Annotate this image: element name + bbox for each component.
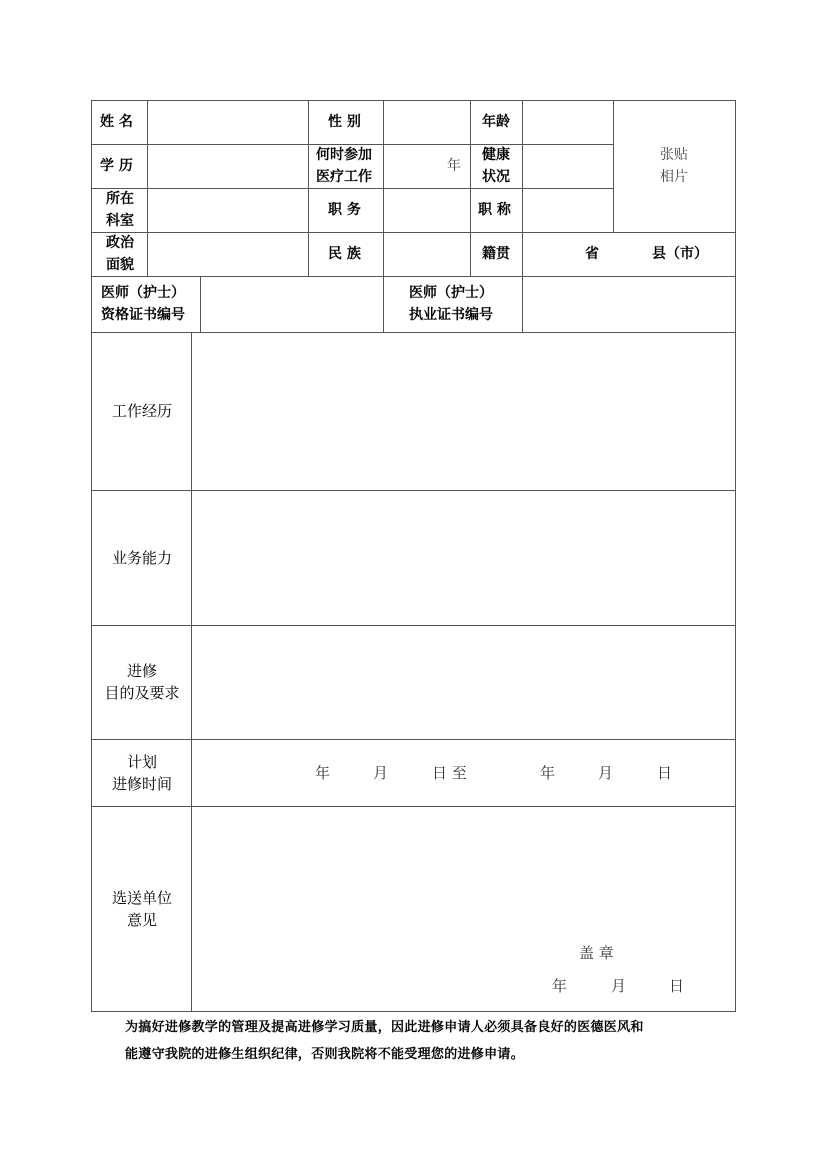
ethnic-field[interactable] bbox=[385, 234, 469, 275]
ability-field[interactable] bbox=[193, 492, 734, 624]
position-label: 职 务 bbox=[328, 202, 361, 218]
year-unit: 年 bbox=[447, 158, 461, 174]
health-field[interactable] bbox=[524, 146, 612, 187]
row-divider bbox=[91, 739, 736, 740]
political-status-label: 政治 bbox=[106, 235, 134, 251]
practice-cert-field[interactable] bbox=[524, 278, 734, 331]
age-field[interactable] bbox=[524, 102, 612, 143]
plan-start-month: 月 bbox=[373, 764, 389, 782]
sending-unit-opinion-field[interactable] bbox=[193, 808, 734, 1010]
plan-time-label: 计划 bbox=[126, 753, 157, 771]
qualification-cert-label: 医师（护士） bbox=[101, 285, 185, 301]
join-work-label: 何时参加 bbox=[316, 147, 372, 163]
ability-label: 业务能力 bbox=[111, 549, 172, 567]
col-divider bbox=[308, 100, 309, 276]
footer-note-line-1: 为搞好进修教学的管理及提高进修学习质量，因此进修申请人必须具备良好的医德医风和 bbox=[125, 1020, 644, 1035]
sign-year: 年 bbox=[552, 977, 568, 995]
row-divider bbox=[91, 276, 736, 277]
col-divider bbox=[147, 100, 148, 276]
photo-label: 相片 bbox=[660, 169, 688, 185]
stamp-label: 盖 章 bbox=[579, 944, 614, 962]
education-field[interactable] bbox=[149, 146, 307, 187]
political-status-label: 面貌 bbox=[106, 257, 134, 273]
sending-unit-opinion-label: 意见 bbox=[126, 911, 157, 929]
sign-month: 月 bbox=[611, 977, 627, 995]
plan-time-label: 进修时间 bbox=[111, 775, 172, 793]
ethnic-label: 民 族 bbox=[328, 246, 361, 262]
plan-end-month: 月 bbox=[598, 764, 614, 782]
age-label: 年龄 bbox=[482, 114, 510, 130]
sending-unit-opinion-label: 选送单位 bbox=[111, 889, 172, 907]
province-unit: 省 bbox=[585, 246, 599, 262]
plan-end-year: 年 bbox=[540, 764, 556, 782]
qualification-cert-field[interactable] bbox=[202, 278, 382, 331]
education-label: 学 历 bbox=[100, 158, 133, 174]
gender-field[interactable] bbox=[385, 102, 469, 143]
work-history-field[interactable] bbox=[193, 334, 734, 489]
row-divider bbox=[91, 490, 736, 491]
name-label: 姓 名 bbox=[100, 114, 133, 130]
sign-day: 日 bbox=[669, 977, 685, 995]
footer-note-line-2: 能遵守我院的进修生组织纪律，否则我院将不能受理您的进修申请。 bbox=[125, 1047, 525, 1062]
health-label: 健康 bbox=[482, 147, 510, 163]
purpose-field[interactable] bbox=[193, 627, 734, 738]
col-divider bbox=[200, 276, 201, 332]
join-work-label: 医疗工作 bbox=[316, 169, 372, 185]
department-label: 科室 bbox=[106, 213, 134, 229]
gender-label: 性 别 bbox=[328, 114, 361, 130]
plan-end-day: 日 bbox=[657, 764, 673, 782]
col-divider bbox=[383, 100, 384, 332]
photo-label: 张贴 bbox=[660, 147, 688, 163]
plan-start-day-to: 日 至 bbox=[432, 764, 467, 782]
table-border-right bbox=[735, 100, 736, 1012]
col-divider bbox=[470, 100, 471, 276]
native-place-label: 籍贯 bbox=[482, 246, 510, 262]
work-history-label: 工作经历 bbox=[111, 402, 172, 420]
practice-cert-label: 执业证书编号 bbox=[409, 307, 493, 323]
col-divider bbox=[522, 100, 523, 332]
practice-cert-label: 医师（护士） bbox=[409, 285, 493, 301]
department-label: 所在 bbox=[106, 191, 134, 207]
qualification-cert-label: 资格证书编号 bbox=[101, 307, 185, 323]
department-field[interactable] bbox=[149, 190, 307, 231]
row-divider bbox=[91, 806, 736, 807]
row-divider bbox=[91, 232, 736, 233]
plan-start-year: 年 bbox=[315, 764, 331, 782]
name-field[interactable] bbox=[149, 102, 307, 143]
position-field[interactable] bbox=[385, 190, 469, 231]
row-divider bbox=[91, 188, 613, 189]
political-status-field[interactable] bbox=[149, 234, 307, 275]
row-divider bbox=[91, 332, 736, 333]
title-label: 职 称 bbox=[478, 202, 511, 218]
purpose-label: 目的及要求 bbox=[104, 684, 180, 702]
col-divider bbox=[613, 100, 614, 232]
table-border-top bbox=[91, 100, 736, 101]
health-label: 状况 bbox=[482, 169, 510, 185]
county-unit: 县（市） bbox=[652, 246, 708, 262]
row-divider bbox=[91, 625, 736, 626]
title-field[interactable] bbox=[524, 190, 612, 231]
purpose-label: 进修 bbox=[126, 662, 157, 680]
table-border-bottom bbox=[91, 1011, 736, 1012]
